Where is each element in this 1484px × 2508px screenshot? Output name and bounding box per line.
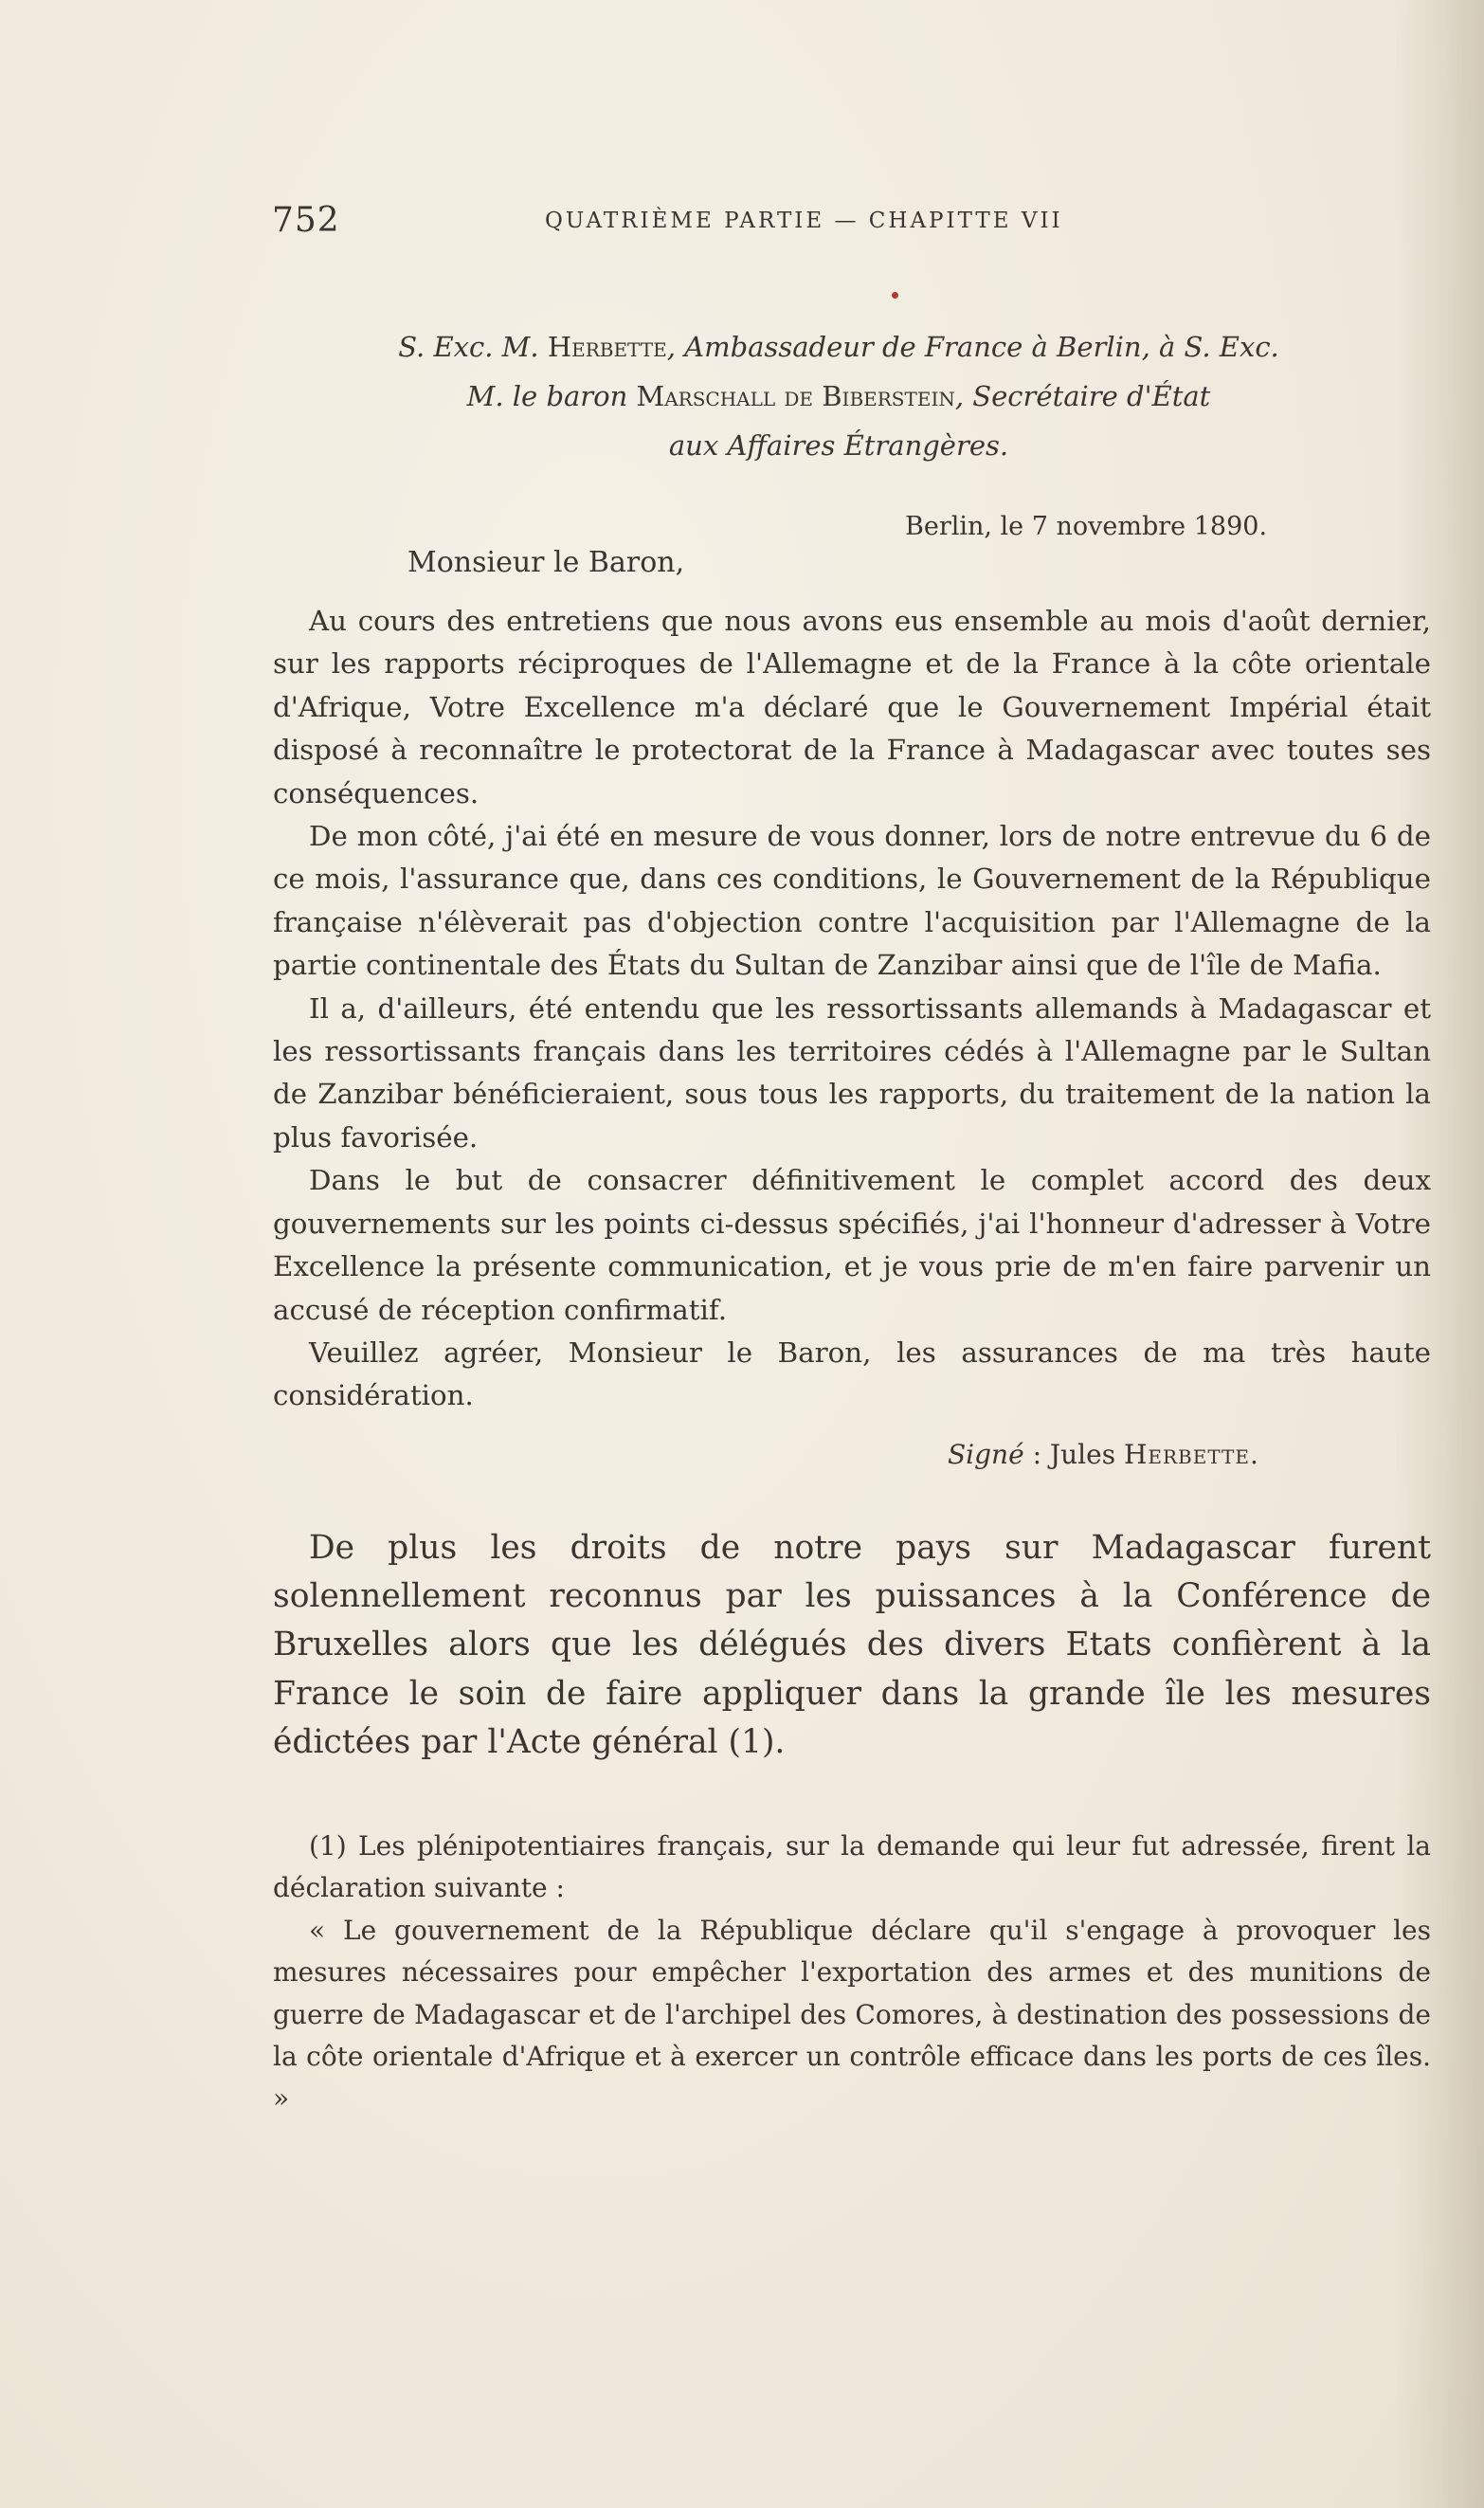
- signatory-name: Herbette.: [1123, 1439, 1259, 1470]
- letter-body: [273, 600, 1431, 1418]
- footnote-quote: « Le gouvernement de la République déclare qu'il s'engage à provoquer les mesures nécessaires pour empêcher l'exportation des armes et des munitions de guerre de Madagascar et de l'archipel des Comores, à destination des possessions de la côte orientale d'Afrique et à exercer un contrôle efficace dans les ports de ces îles. »: [273, 1914, 1431, 2115]
- letter-salutation: Monsieur le Baron,: [407, 546, 685, 579]
- letter-address: [313, 322, 1365, 470]
- footnote: [273, 1826, 1431, 2120]
- letter-paragraph: Veuillez agréer, Monsieur le Baron, les assurances de ma très haute considération.: [273, 1336, 1431, 1412]
- ink-mark: [892, 292, 898, 299]
- running-title: QUATRIÈME PARTIE — CHAPITTE VII: [545, 209, 1063, 233]
- page-number: 752: [272, 201, 340, 240]
- letter-paragraph: De mon côté, j'ai été en mesure de vous donner, lors de notre entrevue du 6 de ce mois, l'assurance que, dans ces conditions, le Gouvernement de la République française n'élèverait pas d'objection contre l'acquisition par l'Allemagne de la partie continentale des États du Sultan de Zanzibar ainsi que de l'île de Mafia.: [273, 820, 1431, 982]
- letter-paragraph: Dans le but de consacrer définitivement le complet accord des deux gouvernements sur les points ci-dessus spécifiés, j'ai l'honneur d'adresser à Votre Excellence la présente communication, et je vous prie de m'en faire parvenir un accusé de réception confirmatif.: [273, 1164, 1431, 1326]
- body-paragraph: De plus les droits de notre pays sur Madagascar furent solennellement reconnus par les puissances à la Conférence de Bruxelles alors que les délégués des divers Etats confièrent à la France le soin de faire appliquer dans la grande île les mesures édictées par l'Acte général (1).: [273, 1529, 1431, 1761]
- footnote-intro: (1) Les plénipotentiaires français, sur la demande qui leur fut adressée, firent la déclaration suivante :: [273, 1830, 1431, 1904]
- address-line-1: S. Exc. M. Herbette, Ambassadeur de France à Berlin, à S. Exc.: [398, 331, 1279, 363]
- address-line-2: M. le baron Marschall de Biberstein, Secrétaire d'État: [466, 380, 1211, 412]
- letter-signature: Signé : Jules Herbette.: [948, 1439, 1259, 1470]
- letter-dateline: Berlin, le 7 novembre 1890.: [905, 512, 1268, 541]
- recipient-name: Marschall de Biberstein: [636, 380, 955, 412]
- letter-paragraph: Au cours des entretiens que nous avons eus ensemble au mois d'août dernier, sur les rapports réciproques de l'Allemagne et de la France à la côte orientale d'Afrique, Votre Excellence m'a déclaré que le Gouvernement Impérial était disposé à reconnaître le protectorat de la France à Madagascar avec toutes ses conséquences.: [273, 605, 1431, 809]
- letter-paragraph: Il a, d'ailleurs, été entendu que les ressortissants allemands à Madagascar et les ressortissants français dans les territoires cédés à l'Allemagne par le Sultan de Zanzibar bénéficieraient, sous tous les rapports, du traitement de la nation la plus favorisée.: [273, 991, 1431, 1154]
- sender-name: Herbette: [547, 331, 667, 363]
- address-line-3: aux Affaires Étrangères.: [668, 429, 1009, 462]
- running-header: [272, 201, 1144, 248]
